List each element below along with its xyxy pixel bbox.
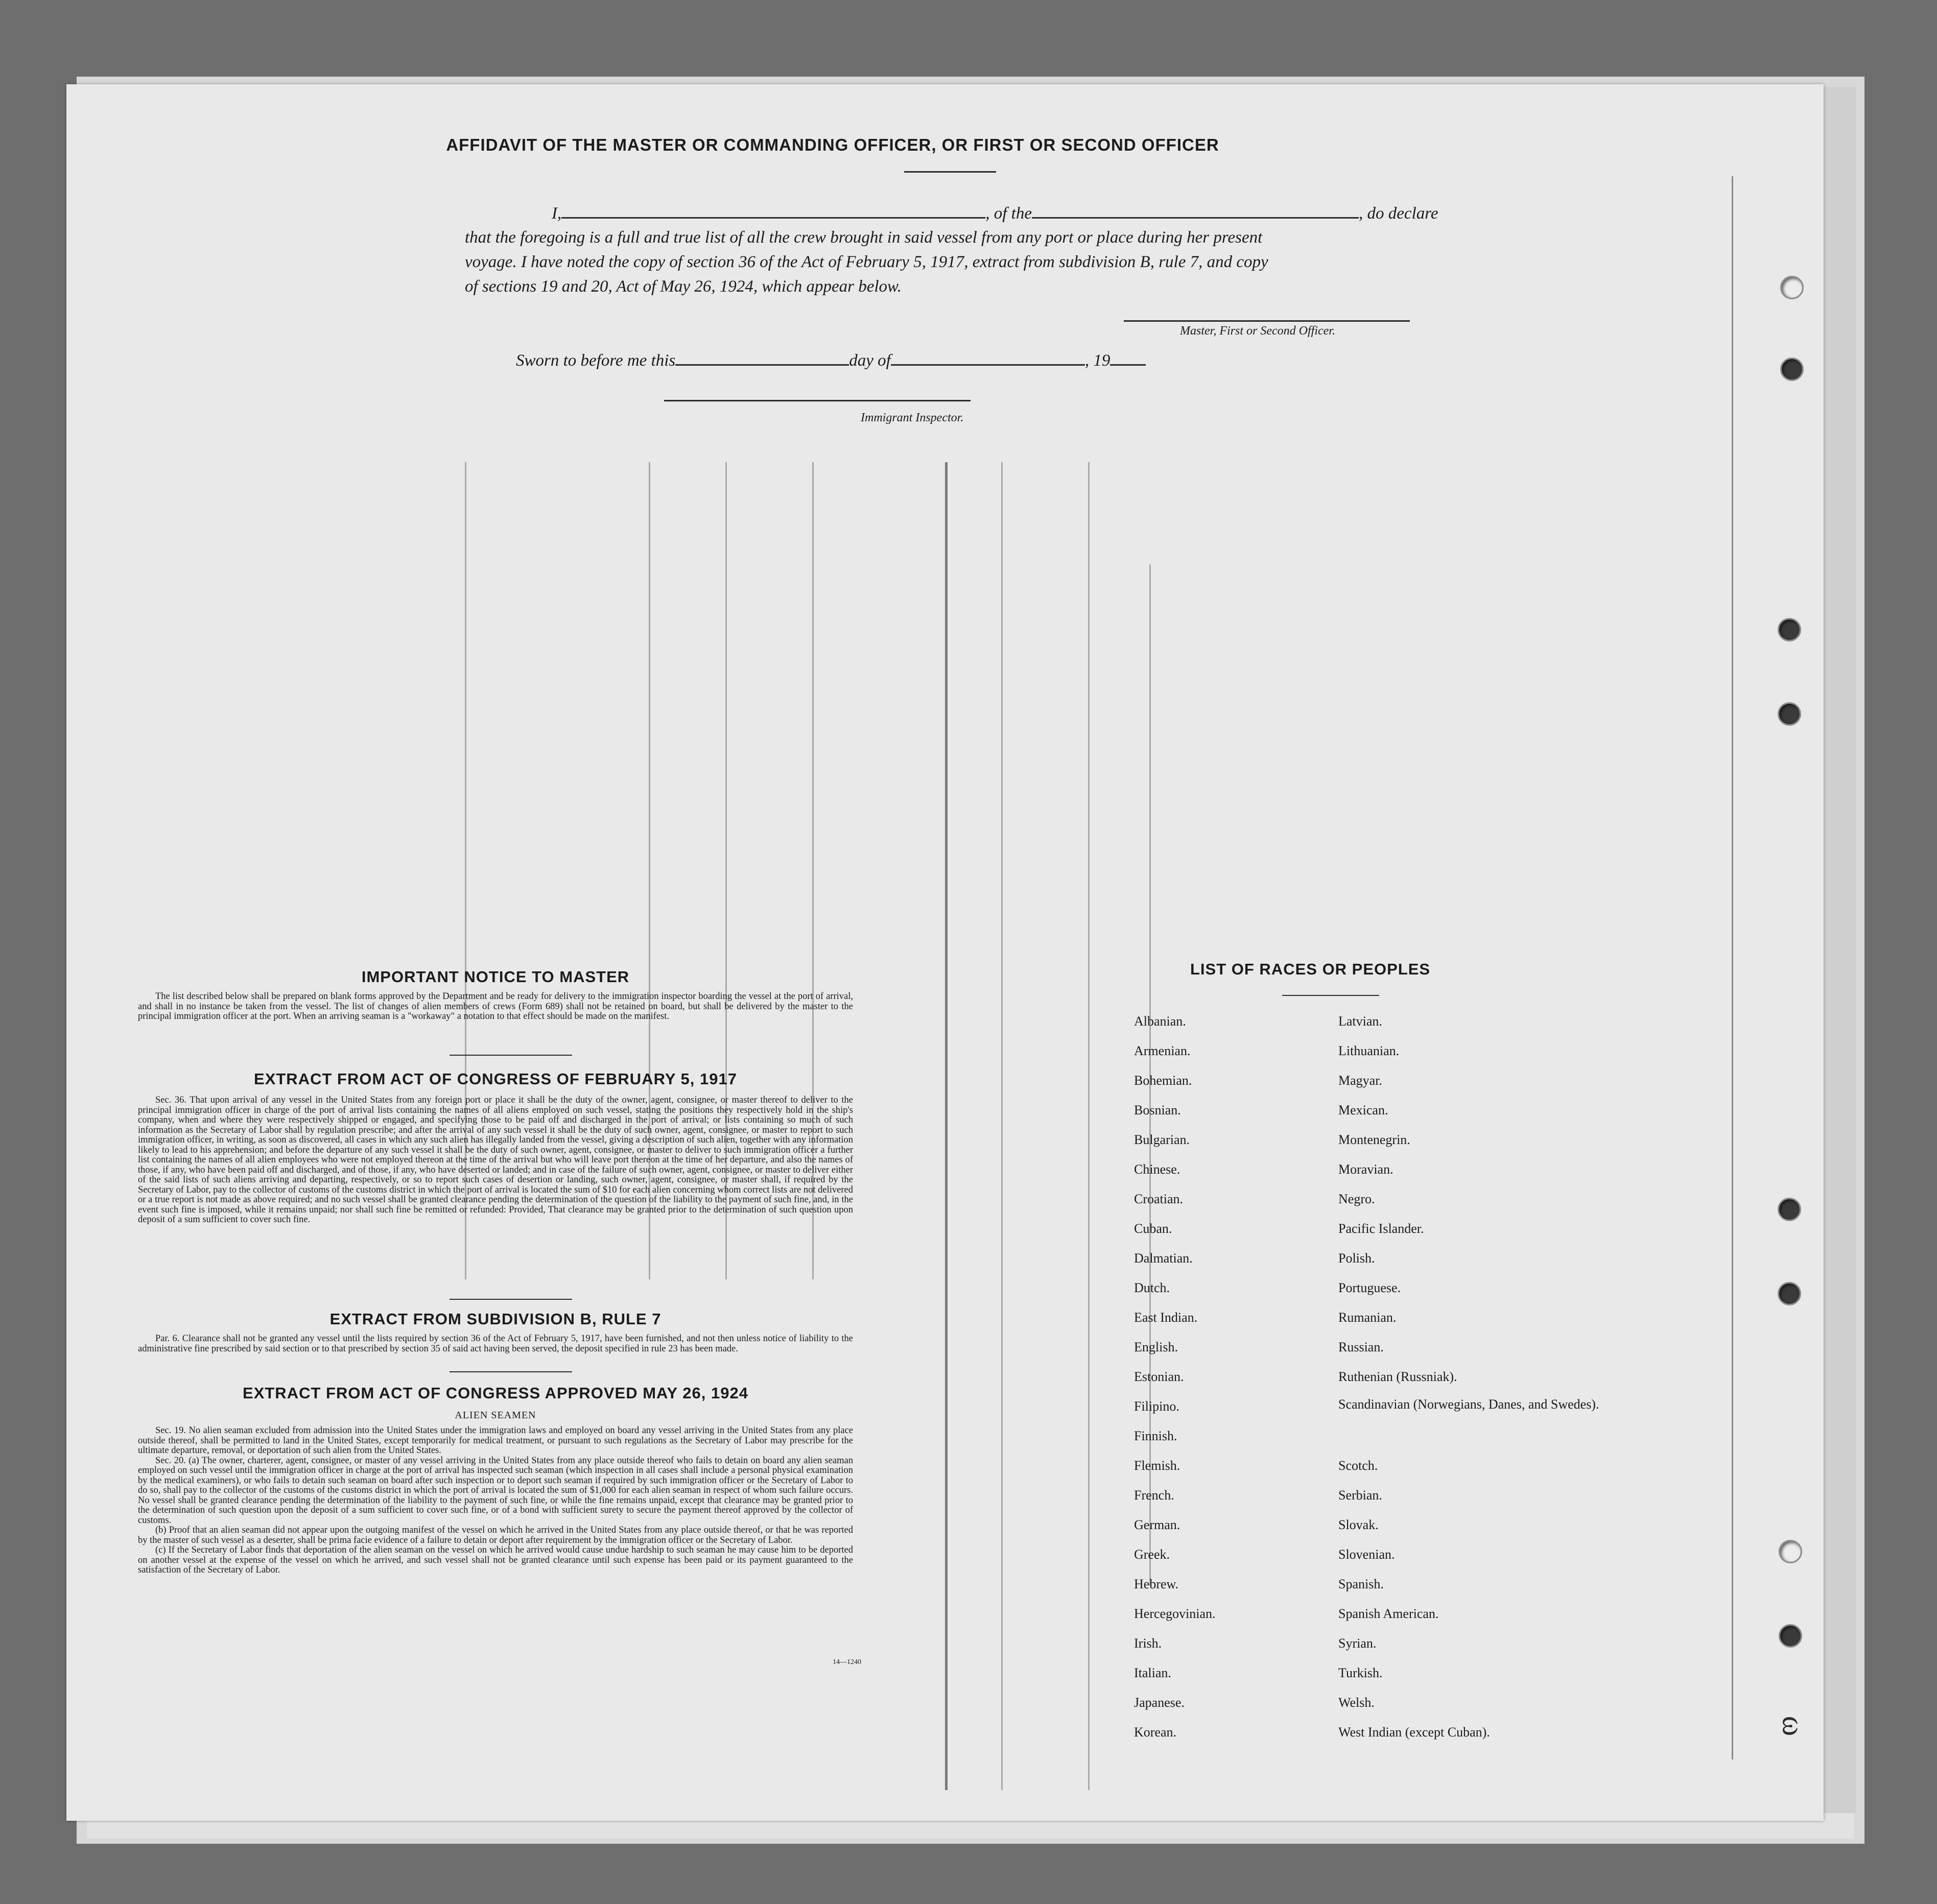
binder-hole: [1780, 358, 1804, 381]
day-blank: [675, 350, 849, 366]
sec20b-text: (b) Proof that an alien seaman did not appear upon the outgoing manifest of the vessel on which he arrived in the United States from any place outside thereof, or that he was reported by the master of such vessel as a deserter, shall be prima facie evidence of a failure to detain or deport after requirement by the immigration officer or the Secretary of Labor.: [138, 1525, 853, 1545]
extract-1924-title: EXTRACT FROM ACT OF CONGRESS APPROVED MAY 26, 1924: [243, 1384, 748, 1402]
races-right-column: [1338, 1007, 1599, 1747]
document-page: [66, 84, 1824, 1821]
vessel-blank: [1032, 203, 1359, 219]
inspector-signature-line: [664, 400, 971, 401]
rule7-text-block: [138, 1334, 853, 1354]
races-left-column: [1134, 1007, 1216, 1747]
binder-hole: [1780, 276, 1804, 299]
handwritten-mark: ω: [1776, 1716, 1810, 1736]
bleed-through-line: [1088, 462, 1090, 1790]
sec20c-text: (c) If the Secretary of Labor finds that deportation of the alien seaman on the vessel on which he arrived would cause undue hardship to such seaman he may cause him to be deported on another vessel at the expense of the vessel on which he arrived, and such vessel shall not be granted clearance until such expense has been paid or its payment guaranteed to the satisfaction of the Secretary of Labor.: [138, 1545, 853, 1575]
extract-1924-text-block: [138, 1426, 853, 1576]
rule7-title: EXTRACT FROM SUBDIVISION B, RULE 7: [329, 1310, 662, 1328]
race-item: Albanian.: [1134, 1014, 1186, 1029]
races-title: LIST OF RACES OR PEOPLES: [1190, 960, 1431, 978]
race-item: Dutch.: [1134, 1280, 1170, 1295]
inspector-caption: Immigrant Inspector.: [861, 411, 964, 424]
bleed-through-text: [884, 156, 892, 184]
sworn-prefix: Sworn to before me this: [516, 351, 676, 370]
race-item: Irish.: [1134, 1636, 1162, 1651]
affidavit-declare: , do declare: [1358, 204, 1438, 223]
race-item: Flemish.: [1134, 1458, 1180, 1473]
race-item: Montenegrin.: [1338, 1132, 1410, 1147]
race-item: Pacific Islander.: [1338, 1221, 1424, 1236]
race-item: Armenian.: [1134, 1043, 1191, 1058]
race-item: Latvian.: [1338, 1014, 1382, 1029]
binder-hole: [1779, 1540, 1802, 1563]
race-item: Scotch.: [1338, 1458, 1378, 1473]
binder-hole: [1778, 1282, 1801, 1305]
notice-text: The list described below shall be prepared on blank forms approved by the Department and be ready for delivery to the immigration inspector boarding the vessel at the port of arrival, and shall in no instance be taken from the vessel. The list of changes of alien members of crews (Form 689) shall not be retained on board, but shall be delivered by the master to the principal immigration officer at the port. When an arriving seaman is a "workaway" a notation to that effect should be made on the manifest.: [138, 991, 853, 1021]
race-item: Portuguese.: [1338, 1280, 1401, 1295]
race-item: Syrian.: [1338, 1636, 1377, 1651]
race-item: Rumanian.: [1338, 1310, 1397, 1325]
race-item: Ruthenian (Russniak).: [1338, 1369, 1457, 1384]
race-item: Filipino.: [1134, 1399, 1179, 1414]
sworn-year: , 19: [1084, 351, 1111, 370]
affidavit-i: I,: [552, 204, 562, 223]
bleed-through-line: [945, 462, 948, 1790]
race-item: Serbian.: [1338, 1488, 1382, 1503]
races-underline: [1282, 995, 1379, 996]
race-item: Moravian.: [1338, 1162, 1393, 1177]
race-item: Scandinavian (Norwegians, Danes, and Swedes).: [1338, 1397, 1599, 1412]
name-blank: [561, 203, 985, 219]
race-item: Chinese.: [1134, 1162, 1180, 1177]
race-item: Bulgarian.: [1134, 1132, 1190, 1147]
race-item: Russian.: [1338, 1340, 1384, 1354]
month-blank: [891, 350, 1085, 366]
race-item: Estonian.: [1134, 1369, 1184, 1384]
race-item: Hercegovinian.: [1134, 1606, 1216, 1621]
rule7-text: Par. 6. Clearance shall not be granted any vessel until the lists required by section 36 of the Act of February 5, 1917, have been furnished, and not then unless notice of liability to the administrative fine prescribed by said section or to that prescribed by section 35 of said act having been served, the deposit specified in rule 23 has been made.: [138, 1334, 853, 1354]
affidavit-line-4: of sections 19 and 20, Act of May 26, 1924, which appear below.: [465, 277, 902, 296]
race-item: Slovenian.: [1338, 1547, 1395, 1562]
race-item: Mexican.: [1338, 1103, 1388, 1117]
section-divider: [450, 1299, 572, 1300]
notice-text-block: [138, 992, 853, 1022]
race-item: Spanish American.: [1338, 1606, 1439, 1621]
race-item: Negro.: [1338, 1192, 1375, 1206]
race-item: Croatian.: [1134, 1192, 1184, 1206]
sworn-line: [516, 350, 1146, 370]
binder-hole: [1778, 618, 1801, 641]
signature-line: [1124, 320, 1410, 322]
affidavit-line-2: that the foregoing is a full and true list of all the crew brought in said vessel from any port or place during her present: [465, 228, 1263, 247]
sec20a-text: Sec. 20. (a) The owner, charterer, agent, consignee, or master of any vessel arriving in the United States from any place outside thereof who fails to detain on board any alien seaman employed on such vessel until the immigration officer in charge at the port of arrival has inspected such seaman (which inspection in all cases shall include a personal physical examination by the medical examiners), or who fails to detain such seaman on board after such inspection or to deport such seaman if required by such immigration officer or the Secretary of Labor to do so, shall pay to the collector of the customs of the customs district in which the port of arrival is located the sum of $1,000 for each alien seaman in respect of whom such failure occurs. No vessel shall be granted clearance pending the determination of the liability to the payment of such fine, or while the fine remains unpaid, except that clearance may be granted prior to the determination of such question upon the deposit of a sum sufficient to cover such fine, or of a bond with sufficient surety to secure the payment thereof approved by the collector of customs.: [138, 1455, 853, 1526]
section-divider: [450, 1371, 572, 1372]
affidavit-title: AFFIDAVIT OF THE MASTER OR COMMANDING OFFICER, OR FIRST OR SECOND OFFICER: [446, 135, 1219, 154]
race-item: French.: [1134, 1488, 1174, 1503]
extract-1917-title: EXTRACT FROM ACT OF CONGRESS OF FEBRUARY 5, 1917: [254, 1070, 737, 1088]
race-item: Bohemian.: [1134, 1073, 1192, 1088]
race-item: West Indian (except Cuban).: [1338, 1725, 1490, 1740]
affidavit-of-the: , of the: [985, 204, 1032, 223]
race-item: Korean.: [1134, 1725, 1177, 1740]
master-caption: Master, First or Second Officer.: [1180, 324, 1335, 338]
extract-1917-text-block: [138, 1096, 853, 1225]
title-underline: [904, 171, 996, 173]
race-item: Welsh.: [1338, 1695, 1375, 1710]
binder-hole: [1778, 1198, 1801, 1221]
bleed-through-line: [1001, 462, 1003, 1790]
section-divider: [450, 1055, 572, 1056]
alien-seamen-subtitle: ALIEN SEAMEN: [455, 1410, 536, 1421]
year-blank: [1110, 350, 1146, 366]
race-item: Magyar.: [1338, 1073, 1382, 1088]
affidavit-line-1: [552, 203, 1438, 223]
race-item: Japanese.: [1134, 1695, 1185, 1710]
race-item: Polish.: [1338, 1251, 1375, 1266]
race-item: English.: [1134, 1340, 1178, 1354]
race-item: Hebrew.: [1134, 1577, 1179, 1591]
race-item: Bosnian.: [1134, 1103, 1181, 1117]
notice-title: IMPORTANT NOTICE TO MASTER: [361, 968, 630, 986]
race-item: Cuban.: [1134, 1221, 1172, 1236]
binder-hole: [1778, 702, 1801, 726]
race-item: Finnish.: [1134, 1429, 1177, 1443]
race-item: Slovak.: [1338, 1517, 1379, 1532]
form-number: 14—1240: [833, 1658, 861, 1666]
race-item: Turkish.: [1338, 1665, 1383, 1680]
bleed-through-line: [1732, 176, 1733, 1759]
race-item: Spanish.: [1338, 1577, 1384, 1591]
binder-hole: [1779, 1624, 1802, 1648]
sworn-day-of: day of: [849, 351, 891, 370]
race-item: Greek.: [1134, 1547, 1170, 1562]
race-item: German.: [1134, 1517, 1180, 1532]
race-item: East Indian.: [1134, 1310, 1198, 1325]
extract-1917-text: Sec. 36. That upon arrival of any vessel in the United States from any foreign port or place it shall be the duty of the owner, agent, consignee, or master thereof to deliver to the principal immigration officer in charge of the port of arrival lists containing the names of all aliens employed on such vessel, stating the positions they respectively hold in the ship's company, when and where they were respectively shipped or engaged, and specifying those to be paid off and discharged in the port of arrival; or lists containing so much of such information as the Secretary of Labor shall by regulation prescribe; and after the arrival of any such vessel it shall be the duty of such owner, agent, consignee, or master to report to such immigration officer, in writing, as soon as discovered, all cases in which any such alien has illegally landed from the vessel, giving a description of such alien, together with any information likely to lead to his apprehension; and before the departure of any such vessel it shall be the duty of such owner, agent, consignee, or master to deliver to such immigration officer a further list containing the names of all alien employees who were not employed thereon at the time of the arrival but who will leave port thereon at the time of her departure, and also the names of those, if any, who have been paid off and discharged, and of those, if any, who have deserted or landed; and in case of the failure of such owner, agent, consignee, or master to deliver either of the said lists of such aliens arriving and departing, respectively, or so to report such cases of desertion or landing, such owner, agent, consignee, or master shall, if required by the Secretary of Labor, pay to the collector of customs of the customs district in which the port of arrival is located the sum of $10 for each alien concerning whom correct lists are not delivered or a true report is not made as above required; and no such vessel shall be granted clearance pending the determination of the question of the liability to the payment of such fine, and, in the event such fine is imposed, while it remains unpaid; nor shall such fine be remitted or refunded: Provided, That clearance may be granted prior to the determination of such question upon deposit of a sum sufficient to cover such fine.: [138, 1095, 853, 1225]
race-item: Italian.: [1134, 1665, 1171, 1680]
race-item: Dalmatian.: [1134, 1251, 1193, 1266]
sec19-text: Sec. 19. No alien seaman excluded from admission into the United States under the immigration laws and employed on board any vessel arriving in the United States from any place outside thereof, shall be permitted to land in the United States, except temporarily for medical treatment, or pursuant to such regulations as the Secretary of Labor may prescribe for the ultimate departure, removal, or deportation of such alien from the United States.: [138, 1425, 853, 1456]
affidavit-line-3: voyage. I have noted the copy of section 36 of the Act of February 5, 1917, extract from subdivision B, rule 7, and copy: [465, 253, 1268, 271]
race-item: Lithuanian.: [1338, 1043, 1400, 1058]
